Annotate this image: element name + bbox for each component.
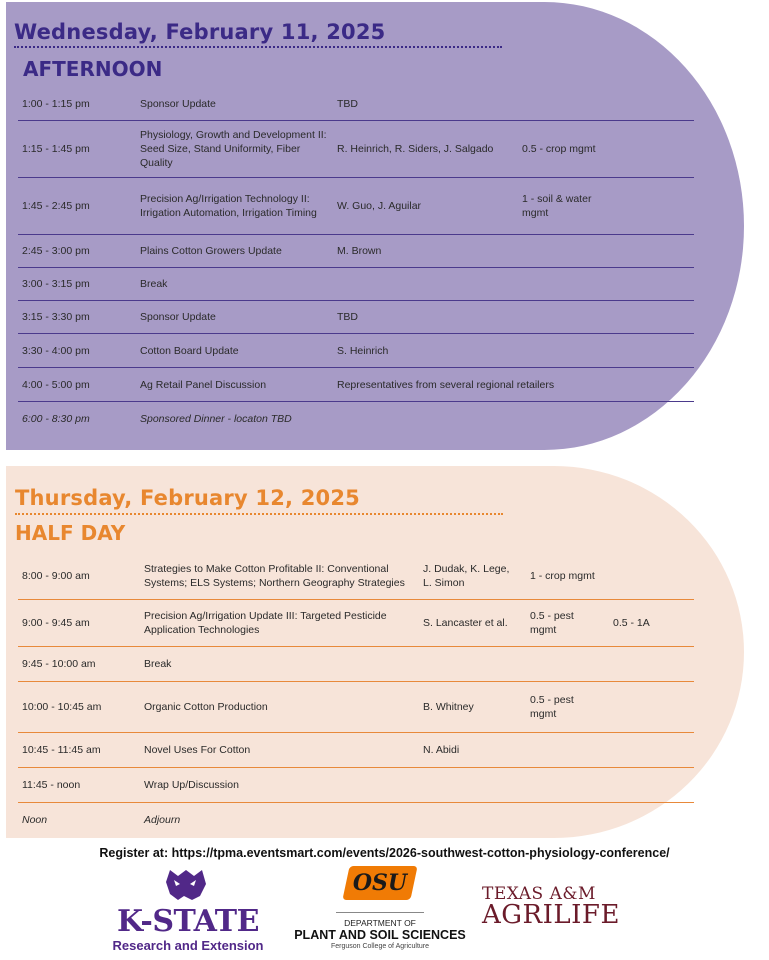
schedule-row [6, 268, 744, 300]
kstate-subtitle: Research and Extension [112, 938, 264, 953]
row-session: Wrap Up/Discussion [144, 779, 239, 791]
thursday-title: Thursday, February 12, 2025 [15, 486, 360, 510]
osu-logo [290, 862, 470, 956]
row-time: Noon [22, 813, 48, 826]
row-time: 9:45 - 10:00 am [22, 658, 96, 670]
row-session: Strategies to Make Cotton Profitable II: Conventional Systems; ELS Systems; Northern Geography Strategies [144, 563, 405, 589]
row-speaker: TBD [337, 98, 358, 110]
row-ceu: 0.5 - crop mgmt [522, 143, 596, 155]
schedule-row [6, 178, 744, 234]
osu-rule [336, 912, 424, 913]
schedule-row [6, 368, 744, 401]
kstate-wordmark: K-STATE [116, 904, 260, 939]
row-speaker: M. Brown [337, 245, 382, 257]
row-speaker: S. Heinrich [337, 344, 389, 357]
row-time: 1:15 - 1:45 pm [22, 143, 90, 155]
row-session: Sponsored Dinner - locaton TBD [140, 412, 292, 425]
row-time: 10:00 - 10:45 am [22, 701, 102, 713]
osu-dept-name: PLANT AND SOIL SCIENCES [294, 928, 466, 942]
afternoon-heading: AFTERNOON [23, 57, 163, 81]
row-session: Adjourn [144, 813, 181, 826]
osu-college: Ferguson College of Agriculture [330, 943, 430, 950]
half-day-heading: HALF DAY [15, 521, 126, 545]
schedule-row [6, 553, 744, 599]
schedule-row [6, 733, 744, 767]
row-session: Sponsor Update [140, 311, 216, 323]
row-time: 3:30 - 4:00 pm [22, 344, 90, 357]
row-ceu: 1 - crop mgmt [530, 570, 595, 582]
schedule-row [6, 803, 744, 836]
row-session: Novel Uses For Cotton [144, 744, 251, 756]
row-ceu: 0.5 - pest mgmt [530, 694, 574, 720]
schedule-row [6, 88, 744, 120]
schedule-row [6, 600, 744, 646]
schedule-row [6, 301, 744, 333]
row-session: Cotton Board Update [140, 344, 239, 357]
row-time: 6:00 - 8:30 pm [22, 412, 90, 425]
row-speaker: N. Abidi [423, 744, 460, 756]
row-ceu: 1 - soil & water mgmt [522, 193, 592, 219]
row-session: Organic Cotton Production [144, 701, 268, 713]
title-dotted-underline [14, 46, 502, 48]
row-session: Break [140, 278, 168, 290]
schedule-row [6, 121, 744, 177]
row-speaker: B. Whitney [423, 701, 474, 713]
registration-url[interactable]: Register at: https://tpma.eventsmart.com/events/2026-southwest-cotton-physiology-conference/ [99, 846, 670, 860]
row-speaker: S. Lancaster et al. [423, 617, 508, 629]
agrilife-logo [480, 882, 640, 932]
osu-dept-line: DEPARTMENT OF [344, 918, 416, 928]
row-time: 11:45 - noon [22, 779, 81, 791]
agrilife-line2: AGRILIFE [482, 900, 620, 930]
schedule-row [6, 235, 744, 267]
row-time: 3:00 - 3:15 pm [22, 278, 90, 290]
wednesday-panel [6, 2, 744, 450]
row-session: Plains Cotton Growers Update [140, 245, 282, 257]
row-session: Ag Retail Panel Discussion [140, 378, 267, 391]
schedule-row [6, 682, 744, 732]
row-time: 9:00 - 9:45 am [22, 617, 90, 629]
row-session: Precision Ag/Irrigation Update III: Targeted Pesticide Application Technologies [144, 610, 387, 636]
row-ceu: 0.5 - pest mgmt [530, 610, 574, 636]
row-time: 1:00 - 1:15 pm [22, 98, 90, 110]
row-session: Sponsor Update [140, 98, 216, 110]
row-speaker: Representatives from several regional retailers [337, 378, 555, 391]
row-speaker: W. Guo, J. Aguilar [337, 200, 422, 212]
schedule-row [6, 334, 744, 367]
schedule-row [6, 768, 744, 802]
row-time: 2:45 - 3:00 pm [22, 245, 90, 257]
row-ceu-extra: 0.5 - 1A [613, 617, 650, 629]
row-session: Physiology, Growth and Development II: Seed Size, Stand Uniformity, Fiber Quality [140, 129, 327, 169]
schedule-row [6, 402, 744, 435]
row-time: 1:45 - 2:45 pm [22, 200, 90, 212]
row-session: Break [144, 658, 172, 670]
row-speaker: J. Dudak, K. Lege, L. Simon [423, 563, 510, 589]
row-time: 10:45 - 11:45 am [22, 744, 101, 756]
osu-mark: OSU [352, 870, 408, 896]
wednesday-title: Wednesday, February 11, 2025 [14, 20, 386, 44]
title-dotted-underline [15, 513, 503, 515]
row-time: 4:00 - 5:00 pm [22, 378, 90, 391]
row-speaker: TBD [337, 311, 358, 323]
kstate-logo [108, 866, 268, 954]
schedule-row [6, 647, 744, 681]
agrilife-line1: TEXAS A&M [482, 884, 596, 904]
row-session: Precision Ag/Irrigation Technology II: Irrigation Automation, Irrigation Timing [140, 193, 317, 219]
row-time: 3:15 - 3:30 pm [22, 311, 90, 323]
thursday-panel [6, 466, 744, 838]
row-speaker: R. Heinrich, R. Siders, J. Salgado [337, 143, 494, 155]
row-time: 8:00 - 9:00 am [22, 570, 90, 582]
